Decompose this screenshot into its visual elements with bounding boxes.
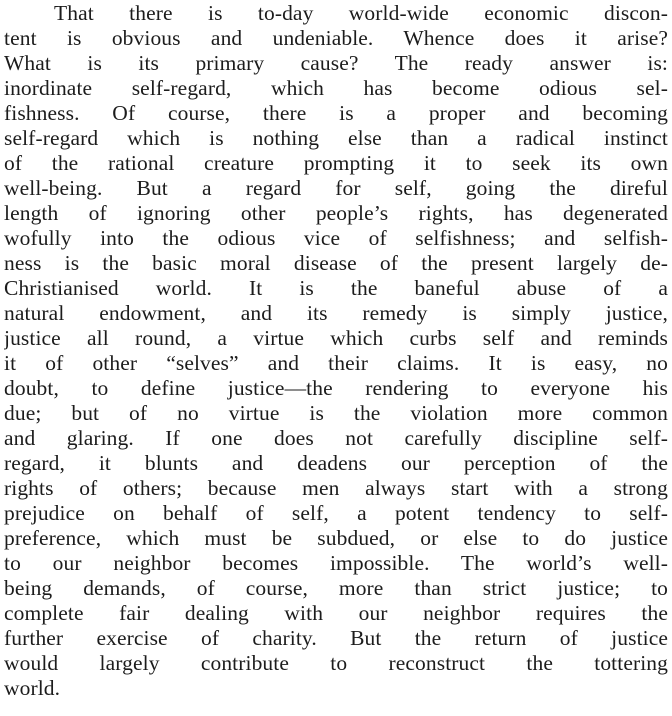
paragraph-line: complete fair dealing with our neighbor requires the xyxy=(4,601,668,625)
paragraph-line: regard, it blunts and deadens our perception of the xyxy=(4,451,668,475)
paragraph-line: doubt, to define justice—the rendering to everyone his xyxy=(4,376,668,400)
paragraph-line: natural endowment, and its remedy is simply justice, xyxy=(4,301,668,325)
paragraph-line: tent is obvious and undeniable. Whence does it arise? xyxy=(4,26,668,50)
paragraph-line: fishness. Of course, there is a proper and becoming xyxy=(4,101,668,125)
paragraph-line: would largely contribute to reconstruct the tottering xyxy=(4,651,668,675)
paragraph-line: Christianised world. It is the baneful abuse of a xyxy=(4,276,668,300)
paragraph-line: inordinate self-regard, which has become odious sel- xyxy=(4,76,668,100)
paragraph-line: ness is the basic moral disease of the present largely de- xyxy=(4,251,668,275)
paragraph-line: preference, which must be subdued, or else to do justice xyxy=(4,526,668,550)
paragraph-line: That there is to-day world-wide economic discon- xyxy=(54,1,668,25)
paragraph-line: further exercise of charity. But the return of justice xyxy=(4,626,668,650)
paragraph-line: What is its primary cause? The ready answer is: xyxy=(4,51,668,75)
paragraph-line-final: world. xyxy=(4,676,61,700)
paragraph-line: due; but of no virtue is the violation more common xyxy=(4,401,668,425)
paragraph-line: rights of others; because men always start with a strong xyxy=(4,476,668,500)
paragraph-line: to our neighbor becomes impossible. The world’s well- xyxy=(4,551,668,575)
paragraph-line: self-regard which is nothing else than a radical instinct xyxy=(4,126,668,150)
paragraph-line: wofully into the odious vice of selfishness; and selfish- xyxy=(4,226,668,250)
paragraph-line: length of ignoring other people’s rights, has degenerated xyxy=(4,201,668,225)
paragraph-line: justice all round, a virtue which curbs self and reminds xyxy=(4,326,668,350)
paragraph-line: and glaring. If one does not carefully discipline self- xyxy=(4,426,668,450)
paragraph-line: being demands, of course, more than strict justice; to xyxy=(4,576,668,600)
paragraph-line: of the rational creature prompting it to seek its own xyxy=(4,151,668,175)
document-page xyxy=(4,0,670,716)
paragraph-line: it of other “selves” and their claims. It is easy, no xyxy=(4,351,668,375)
paragraph-line: prejudice on behalf of self, a potent tendency to self- xyxy=(4,501,668,525)
paragraph-line: well-being. But a regard for self, going the direful xyxy=(4,176,668,200)
